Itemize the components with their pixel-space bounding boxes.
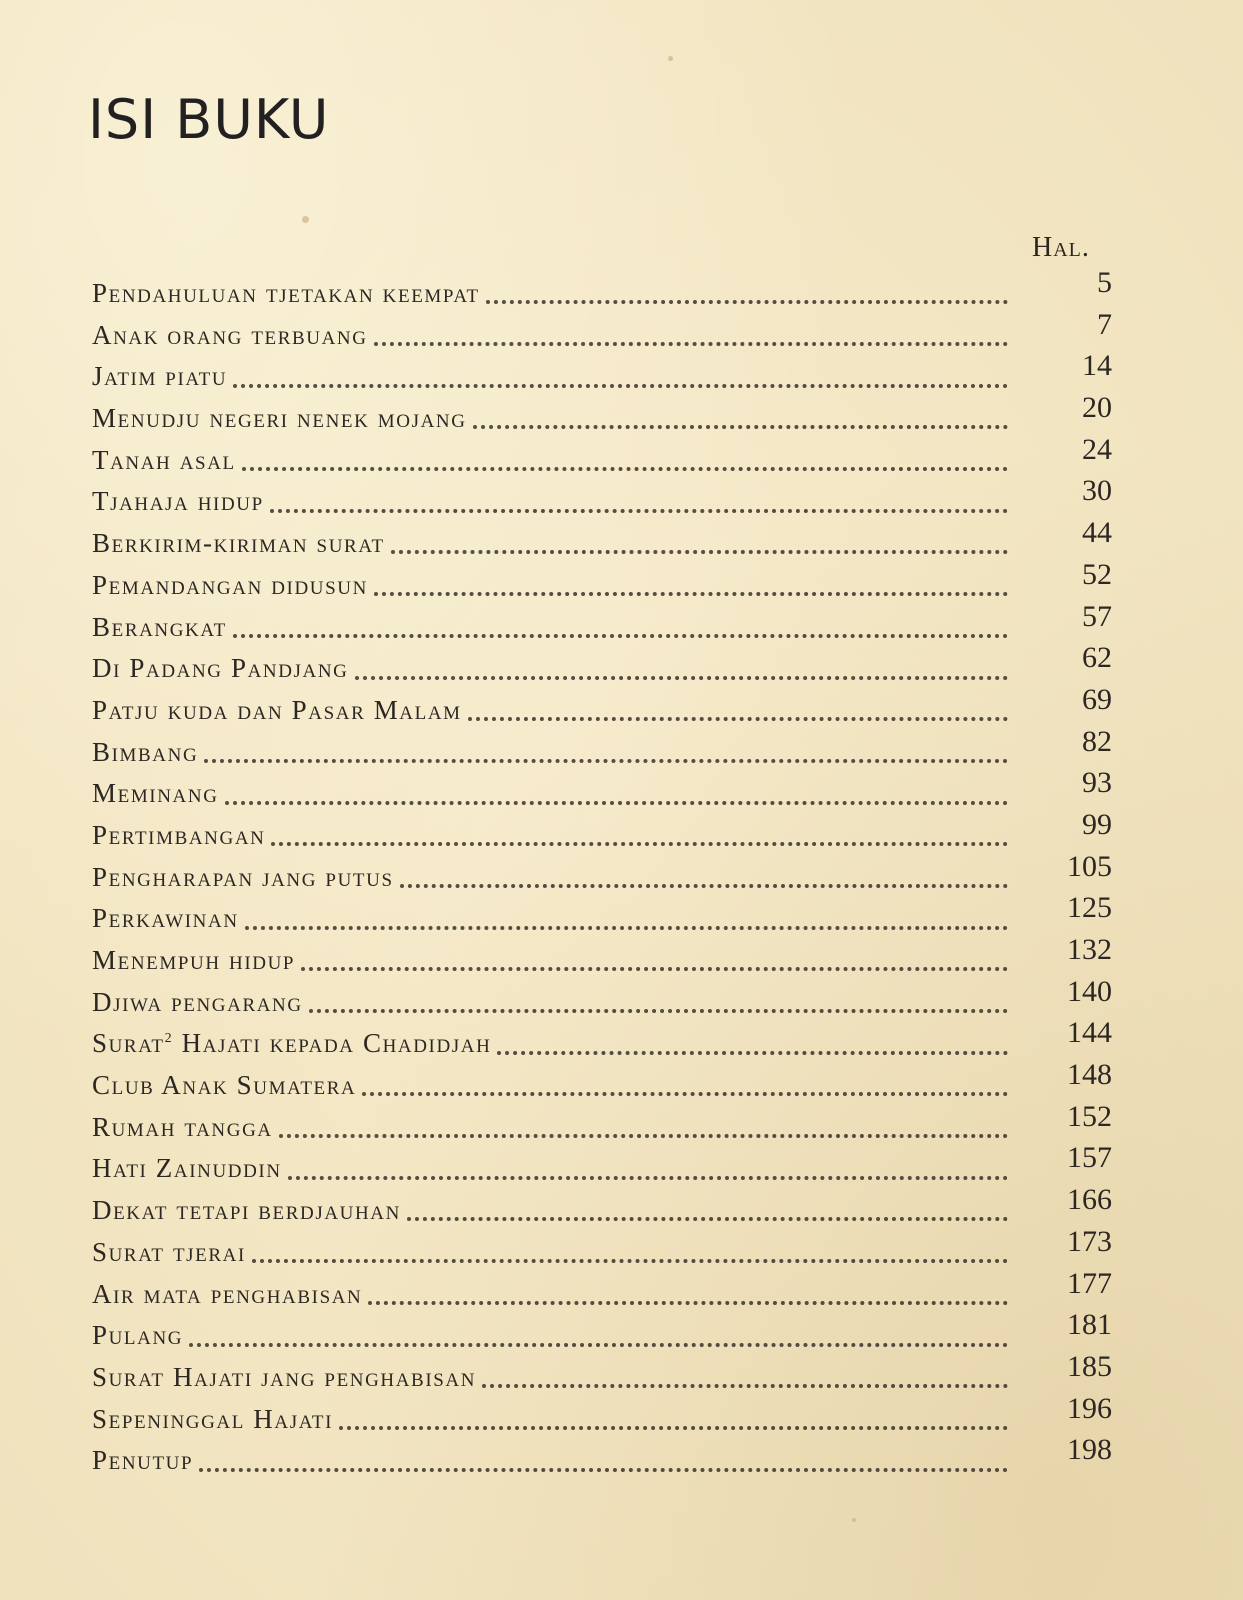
- dot-leader: [374, 341, 1008, 346]
- table-of-contents: [92, 266, 1112, 1485]
- dot-leader: [309, 1008, 1008, 1013]
- toc-entry: [92, 391, 1112, 443]
- toc-entry-page: 20: [1082, 391, 1112, 425]
- toc-entry: [92, 891, 1112, 943]
- toc-entry-title-text: Anak orang terbuang: [92, 319, 368, 350]
- toc-entry: [92, 516, 1112, 568]
- toc-entry-title-text: Club Anak Sumatera: [92, 1070, 357, 1101]
- toc-entry-page: 30: [1082, 474, 1112, 508]
- dot-leader: [233, 633, 1008, 638]
- toc-entry: [92, 432, 1112, 485]
- page-title: ISI BUKU: [88, 88, 330, 151]
- toc-entry-title: [92, 320, 374, 351]
- toc-entry-title-text: Pemandangan didusun: [92, 569, 368, 600]
- toc-entry-title: [92, 987, 309, 1018]
- toc-entry: [92, 599, 1112, 652]
- toc-entry-title: [92, 653, 355, 684]
- dot-leader: [339, 1425, 1008, 1430]
- toc-entry-title: [92, 361, 233, 392]
- toc-entry-page: 24: [1082, 432, 1112, 466]
- toc-entry-page: 7: [1097, 307, 1112, 341]
- toc-entry-title-text: Rumah tangga: [92, 1111, 273, 1142]
- toc-entry-title-text: Menudju negeri nenek mojang: [92, 403, 467, 434]
- toc-entry: [92, 1308, 1112, 1360]
- toc-entry-page: 62: [1082, 641, 1112, 675]
- toc-entry-title-text: Perkawinan: [92, 903, 239, 934]
- toc-entry: [92, 349, 1112, 401]
- toc-entry-page: 5: [1097, 266, 1112, 299]
- dot-leader: [374, 591, 1008, 596]
- toc-entry: [92, 807, 1112, 860]
- toc-entry-page: 157: [1067, 1141, 1112, 1175]
- toc-entry-title-text: Menempuh hidup: [92, 945, 296, 975]
- toc-entry: [92, 1016, 1112, 1068]
- toc-entry: [92, 1141, 1112, 1193]
- toc-entry: [92, 307, 1112, 360]
- toc-entry: [92, 724, 1112, 777]
- dot-leader: [400, 883, 1008, 888]
- toc-entry-page: 177: [1067, 1266, 1112, 1300]
- toc-entry-page: 196: [1067, 1391, 1112, 1425]
- toc-entry: [92, 849, 1112, 902]
- toc-entry-page: 93: [1082, 766, 1112, 800]
- toc-entry-title: [92, 1279, 368, 1310]
- dot-leader: [279, 1133, 1008, 1138]
- toc-entry-title: [92, 486, 270, 517]
- toc-entry-page: 57: [1082, 599, 1112, 633]
- toc-entry-title-rest: Hajati kepada Chadidjah: [173, 1028, 492, 1059]
- dot-leader: [233, 383, 1008, 388]
- toc-entry-page: 181: [1067, 1308, 1112, 1342]
- toc-entry-title: [92, 1070, 362, 1101]
- dot-leader: [288, 1175, 1008, 1180]
- toc-entry-title-text: Pulang: [92, 1320, 184, 1351]
- dot-leader: [301, 966, 1008, 971]
- toc-entry-title: [92, 1320, 189, 1351]
- paper-speck: [302, 216, 309, 223]
- toc-entry-title: [92, 945, 301, 976]
- dot-leader: [497, 1050, 1008, 1055]
- toc-entry-title: [92, 1028, 497, 1059]
- toc-entry-title-text: Tanah asal: [92, 444, 236, 475]
- toc-entry: [92, 933, 1112, 985]
- toc-entry: [92, 1349, 1112, 1402]
- toc-entry: [92, 266, 1112, 318]
- toc-entry-title: [92, 1445, 199, 1476]
- toc-entry-page: 185: [1067, 1349, 1112, 1383]
- toc-entry-page: 132: [1067, 933, 1112, 966]
- toc-entry-title-text: Sepeninggal Hajati: [92, 1403, 334, 1434]
- toc-entry-title: [92, 570, 374, 601]
- toc-entry-title-text: Di Padang Pandjang: [92, 653, 349, 684]
- toc-entry-page: 52: [1082, 557, 1112, 591]
- toc-entry-title-text: Surat Hajati jang penghabisan: [92, 1361, 477, 1392]
- dot-leader: [245, 925, 1008, 930]
- toc-entry-title: [92, 820, 271, 851]
- dot-leader: [486, 299, 1008, 304]
- toc-entry-title-text: Surat tjerai: [92, 1236, 246, 1267]
- dot-leader: [204, 758, 1008, 763]
- toc-entry-title: [92, 612, 233, 643]
- toc-entry: [92, 1224, 1112, 1277]
- toc-entry-title: [92, 1362, 482, 1393]
- toc-entry-page: 105: [1067, 849, 1112, 883]
- toc-entry: [92, 641, 1112, 693]
- dot-leader: [391, 549, 1008, 554]
- toc-entry: [92, 682, 1112, 735]
- toc-entry-title-text: Pendahuluan tjetakan keempat: [92, 278, 480, 308]
- toc-entry-title-text: Bimbang: [92, 736, 199, 767]
- toc-entry-title-text: Meminang: [92, 778, 219, 809]
- dot-leader: [252, 1258, 1008, 1263]
- toc-entry-page: 173: [1067, 1224, 1112, 1258]
- paper-speck: [852, 1518, 856, 1522]
- toc-entry-title-text: Surat: [92, 1028, 165, 1059]
- toc-entry-title-text: Pengharapan jang putus: [92, 861, 394, 892]
- toc-entry-page: 99: [1082, 807, 1112, 841]
- toc-entry-title-superscript: 2: [164, 1031, 174, 1047]
- toc-entry: [92, 1266, 1112, 1319]
- toc-entry-page: 14: [1082, 349, 1112, 383]
- toc-entry-page: 198: [1067, 1433, 1112, 1467]
- dot-leader: [270, 508, 1008, 513]
- toc-entry-title-text: Penutup: [92, 1445, 194, 1476]
- dot-leader: [225, 800, 1008, 805]
- toc-entry-title-text: Hati Zainuddin: [92, 1153, 282, 1184]
- toc-entry-page: 125: [1067, 891, 1112, 925]
- toc-entry-title: [92, 737, 204, 768]
- toc-entry: [92, 1099, 1112, 1152]
- dot-leader: [189, 1342, 1008, 1347]
- dot-leader: [271, 841, 1008, 846]
- toc-entry: [92, 1391, 1112, 1444]
- toc-entry: [92, 1183, 1112, 1235]
- toc-entry: [92, 557, 1112, 610]
- paper-speck: [668, 56, 673, 61]
- toc-entry-title-text: Air mata penghabisan: [92, 1278, 363, 1309]
- toc-entry-title-text: Patju kuda dan Pasar Malam: [92, 694, 462, 725]
- toc-entry-title: [92, 1404, 339, 1435]
- dot-leader: [242, 466, 1008, 471]
- toc-entry-title-text: Pertimbangan: [92, 819, 266, 850]
- toc-entry-title-text: Berangkat: [92, 611, 227, 642]
- toc-entry-title-text: Tjahaja hidup: [92, 486, 264, 517]
- toc-entry-title: [92, 1112, 279, 1143]
- toc-entry-title: [92, 445, 242, 476]
- toc-entry: [92, 1058, 1112, 1110]
- toc-entry-title: [92, 778, 225, 809]
- toc-entry-page: 44: [1082, 516, 1112, 550]
- dot-leader: [473, 424, 1008, 429]
- toc-entry-title: [92, 862, 400, 893]
- dot-leader: [362, 1091, 1008, 1096]
- dot-leader: [407, 1216, 1008, 1221]
- dot-leader: [368, 1300, 1008, 1305]
- toc-entry-title: [92, 403, 473, 434]
- toc-entry-page: 148: [1067, 1058, 1112, 1092]
- toc-entry-title: [92, 903, 245, 934]
- toc-entry-title: [92, 528, 391, 559]
- toc-entry-page: 144: [1067, 1016, 1112, 1050]
- dot-leader: [199, 1467, 1008, 1472]
- toc-entry-title-text: Jatim piatu: [92, 361, 228, 392]
- toc-entry: [92, 766, 1112, 818]
- dot-leader: [355, 675, 1009, 680]
- dot-leader: [468, 716, 1008, 721]
- toc-entry-title-text: Berkirim-kiriman surat: [92, 528, 385, 559]
- toc-entry-title: [92, 278, 486, 309]
- toc-entry-title: [92, 695, 468, 726]
- toc-entry-title: [92, 1153, 288, 1184]
- toc-entry-page: 166: [1067, 1183, 1112, 1217]
- toc-entry: [92, 974, 1112, 1027]
- toc-entry-title: [92, 1195, 407, 1226]
- dot-leader: [482, 1383, 1008, 1388]
- toc-entry-page: 82: [1082, 724, 1112, 758]
- toc-entry-page: 69: [1082, 682, 1112, 716]
- page-column-label: Hal.: [1032, 232, 1090, 263]
- toc-entry-title: [92, 1237, 252, 1268]
- toc-entry: [92, 474, 1112, 526]
- toc-entry-title-text: Dekat tetapi berdjauhan: [92, 1195, 401, 1226]
- toc-entry-title-text: Djiwa pengarang: [92, 986, 303, 1017]
- toc-entry: [92, 1433, 1112, 1485]
- toc-entry-page: 140: [1067, 974, 1112, 1008]
- toc-entry-page: 152: [1067, 1099, 1112, 1133]
